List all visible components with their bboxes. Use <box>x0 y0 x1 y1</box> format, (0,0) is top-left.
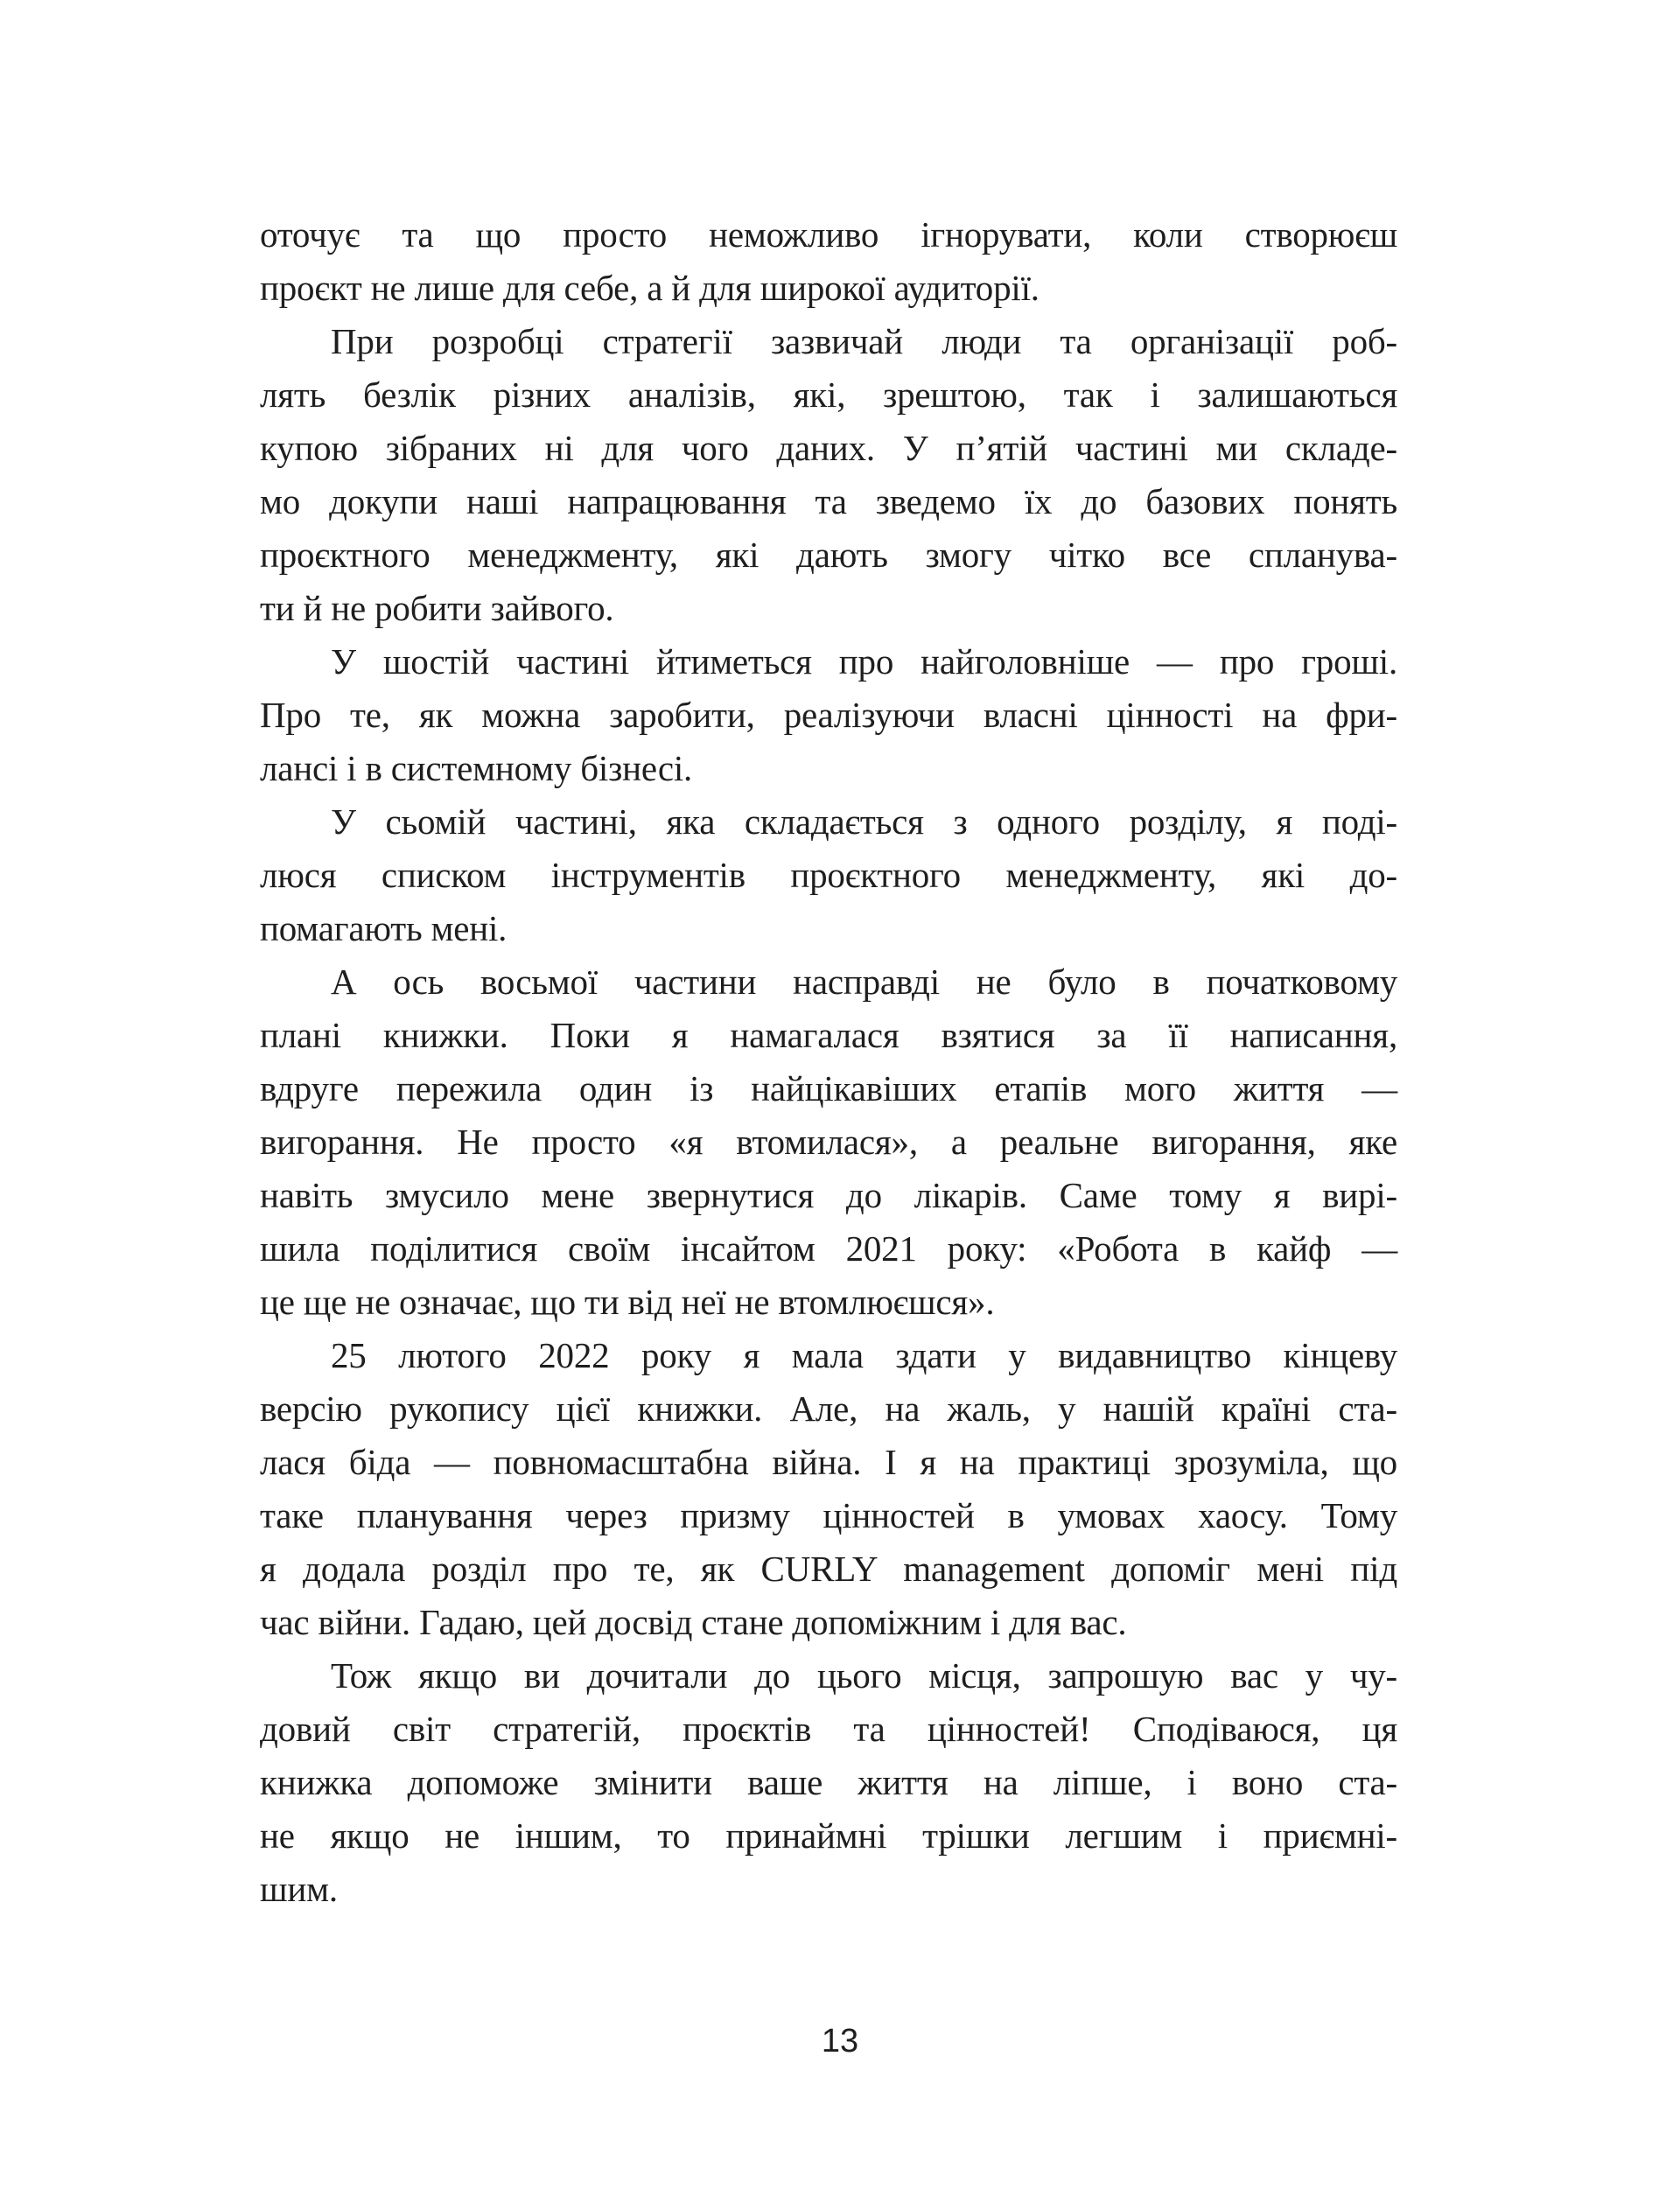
paragraph <box>260 955 1397 1329</box>
text-line: Про те, як можна заробити, реалізуючи власні цінності на фри- <box>260 695 1397 735</box>
text-line: У сьомій частині, яка складається з одного розділу, я поді- <box>331 801 1397 842</box>
text-line: А ось восьмої частини насправді не було в початковому <box>331 962 1397 1002</box>
text-line: не якщо не іншим, то принаймні трішки легшим і приємні- <box>260 1815 1397 1856</box>
text-line: мо докупи наші напрацювання та зведемо їх до базових понять <box>260 481 1397 521</box>
text-line: 25 лютого 2022 року я мала здати у видавництво кінцеву <box>331 1335 1397 1375</box>
body-text <box>260 208 1397 1916</box>
paragraph <box>260 635 1397 795</box>
text-line: купою зібраних ні для чого даних. У п’ятій частині ми складе- <box>260 428 1397 468</box>
page-number: 13 <box>821 2023 859 2060</box>
text-line: помагають мені. <box>260 908 508 948</box>
paragraph <box>260 795 1397 955</box>
text-line: ти й не робити зайвого. <box>260 588 614 628</box>
text-line: вигорання. Не просто «я втомилася», а реальне вигорання, яке <box>260 1122 1397 1162</box>
text-line: версію рукопису цієї книжки. Але, на жаль, у нашій країні ста- <box>260 1388 1397 1429</box>
text-line: У шостій частині йтиметься про найголовніше — про гроші. <box>331 641 1397 682</box>
text-line: лансі і в системному бізнесі. <box>260 748 693 788</box>
paragraph <box>260 1649 1397 1916</box>
text-line: таке планування через призму цінностей в умовах хаосу. Тому <box>260 1495 1397 1535</box>
paragraph <box>260 208 1397 315</box>
text-line: проєкт не лише для себе, а й для широкої аудиторії. <box>260 268 1040 308</box>
text-line: книжка допоможе змінити ваше життя на ліпше, і воно ста- <box>260 1762 1397 1802</box>
text-line: проєктного менеджменту, які дають змогу чітко все спланува- <box>260 535 1397 575</box>
paragraph <box>260 315 1397 635</box>
text-line: шила поділитися своїм інсайтом 2021 року: «Робота в кайф — <box>260 1228 1397 1269</box>
text-line: вдруге пережила один із найцікавіших етапів мого життя — <box>260 1068 1397 1108</box>
text-line: лася біда — повномасштабна війна. І я на практиці зрозуміла, що <box>260 1442 1397 1482</box>
text-line: довий світ стратегій, проєктів та цінностей! Сподіваюся, ця <box>260 1709 1397 1749</box>
text-line: це ще не означає, що ти від неї не втомлюєшся». <box>260 1282 995 1322</box>
text-line: люся списком інструментів проєктного менеджменту, які до- <box>260 855 1397 895</box>
text-line: Тож якщо ви дочитали до цього місця, запрошую вас у чу- <box>331 1655 1397 1696</box>
text-line: плані книжки. Поки я намагалася взятися за її написання, <box>260 1015 1397 1055</box>
text-line: навіть змусило мене звернутися до лікарів. Саме тому я вирі- <box>260 1175 1397 1215</box>
paragraph <box>260 1329 1397 1649</box>
text-line: шим. <box>260 1869 338 1909</box>
text-line: лять безлік різних аналізів, які, зрештою, так і залишаються <box>260 374 1397 415</box>
text-line: час війни. Гадаю, цей досвід стане допоміжним і для вас. <box>260 1602 1127 1642</box>
text-line: оточує та що просто неможливо ігнорувати, коли створюєш <box>260 214 1397 255</box>
text-line: При розробці стратегії зазвичай люди та організації роб- <box>331 321 1397 361</box>
text-line: я додала розділ про те, як CURLY management допоміг мені під <box>260 1549 1397 1589</box>
